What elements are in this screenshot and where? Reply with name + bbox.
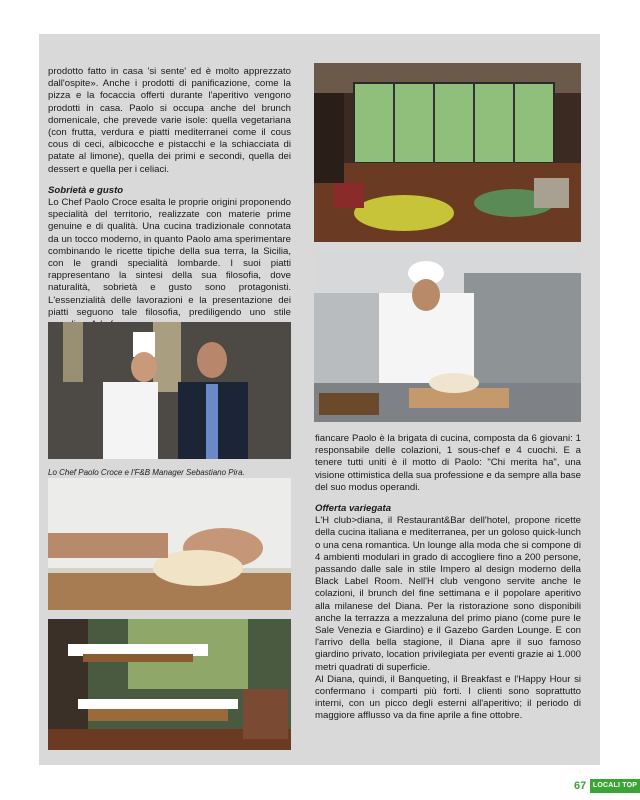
right-paragraph-1: fiancare Paolo è la brigata di cucina, composta da 6 giovani: 1 responsabile delle colazioni, 1 sous-chef e 4 cuochi. E a tenere tutti uniti è il motto di Paolo: "Chi merita ha", una visione ottimistica della sua professione e da sempre alla base del suo modus operandi. [315,433,581,493]
section-tag: LOCALI TOP [590,779,640,793]
left-paragraph-2: Lo Chef Paolo Croce esalta le proprie origini proponendo specialità del territorio, realizzate con materie prime genuine e di qualità. Una cucina tradizionale connotata da un tocco moderno, in quanto Paolo ama sperimentare combinando le ricette tipiche della sua terra, la Sicilia, con le grandi specialità lombarde. I suoi piatti rappresentano la sintesi della sua filosofia, dove naturalità, sobrietà e gusto sono protagonisti. L'essenzialità delle lavorazioni e la presentazione dei piatti seguono tale filosofia, prediligendo uno stile [48,197,291,318]
restaurant-interior-photo [314,63,581,242]
page-number: 67 [574,780,587,792]
left-column-text [48,66,291,331]
section-heading-sobrieta: Sobrietà e gusto [48,184,124,196]
chef-and-manager-photo [48,322,291,459]
right-column-text [315,433,581,723]
chef-kitchen-photo [314,253,581,422]
kneading-dough-photo [48,478,291,610]
right-paragraph-3: Al Diana, quindi, il Banqueting, il Breakfast e l'Happy Hour si confermano i comparti più forti. I clienti sono soprattutto interni, con un picco degli esterni all'aperitivo; il periodo di maggiore afflusso va da fine aprile a fine ottobre. [315,673,581,722]
section-heading-offerta: Offerta variegata [315,503,392,515]
right-paragraph-2: L'H club>diana, il Restaurant&Bar dell'hotel, propone ricette della cucina italiana e mediterranea, per un goloso quick-lunch o una cena romantica. Un lounge alla moda che si compone di 4 ambienti modulari in grado di accogliere fino a 200 persone, passando dalle sale in stile Impero al design moderno della Black Label Room. Nell'H club vengono servite anche le colazioni, il brunch del fine settimana e il popolare aperitivo alla milanese del Diana. Per la ristorazione sono disponibili anche la terrazza a mezzaluna del primo piano (come pure le Sale Venezia e Giardino) e il Gazebo Garden Lounge. E con l'arrivo della bella stagione, il Diana apre il suo famoso giardino privato, location privilegiata per eventi grazie ai 1.000 metri quadrati di superficie. [315,515,581,673]
left-paragraph-1: prodotto fatto in casa 'si sente' ed è molto apprezzato dall'ospite». Anche i prodotti di panificazione, come la pizza e la focaccia offerti durante l'aperitivo vengono prodotti in casa. Paolo si occupa anche del brunch domenicale, che prevede varie isole: quella vegetariana (con frutta, verdura e piatti mediterranei come il cous cous di ceci, albicocche e pistacchi e la schiacciata di patate al limone), quella dei primi e secondi, quella dei dessert e quella per i celiaci. [48,66,291,175]
breakfast-buffet-photo [48,619,291,750]
photo-caption: Lo Chef Paolo Croce e l'F&B Manager Sebastiano Pira. [48,468,245,477]
